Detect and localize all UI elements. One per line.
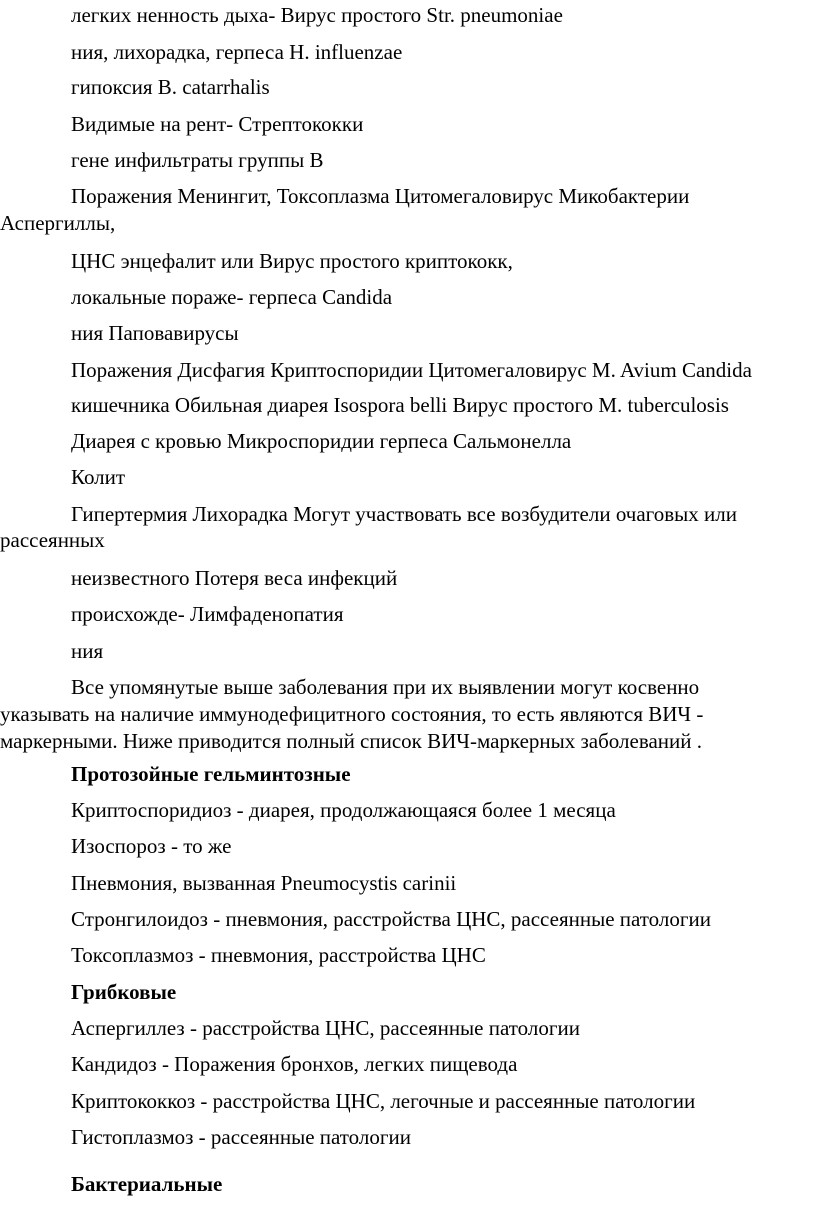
text-line: происхожде- Лимфаденопатия — [71, 602, 344, 626]
text-line: гипоксия B. catarrhalis — [71, 75, 270, 99]
text-line: рассеянных — [0, 528, 105, 552]
text-line: ЦНС энцефалит или Вирус простого криптококк, — [71, 249, 513, 273]
text-line: Диарея с кровью Микроспоридии герпеса Сальмонелла — [71, 429, 572, 453]
section-heading-fungal: Грибковые — [71, 980, 177, 1004]
text-line: легких ненность дыха- Вирус простого Str. pneumoniae — [71, 3, 563, 27]
text-line: Криптококкоз - расстройства ЦНС, легочные и рассеянные патологии — [71, 1089, 696, 1113]
text-line: Пневмония, вызванная Pneumocystis carinii — [71, 871, 457, 895]
text-line: Гипертермия Лихорадка Могут участвовать все возбудители очаговых или — [71, 502, 738, 526]
text-line: маркерными. Ниже приводится полный список ВИЧ-маркерных заболеваний . — [0, 729, 703, 753]
text-line: Стронгилоидоз - пневмония, расстройства ЦНС, рассеянные патологии — [71, 907, 711, 931]
section-heading-bacterial: Бактериальные — [71, 1172, 223, 1196]
text-line: Изоспороз - то же — [71, 834, 232, 858]
text-line: неизвестного Потеря веса инфекций — [71, 566, 398, 590]
text-line: Токсоплазмоз - пневмония, расстройства ЦНС — [71, 943, 486, 967]
text-line: гене инфильтраты группы В — [71, 148, 324, 172]
text-line: ния Паповавирусы — [71, 321, 239, 345]
section-heading-protozoal: Протозойные гельминтозные — [71, 762, 351, 786]
text-line: ния — [71, 639, 104, 663]
text-line: Все упомянутые выше заболевания при их выявлении могут косвенно — [71, 675, 700, 699]
text-line: указывать на наличие иммунодефицитного состояния, то есть являются ВИЧ - — [0, 702, 704, 726]
text-line: ния, лихорадка, герпеса H. influenzae — [71, 40, 403, 64]
text-line: локальные пораже- герпеса Candida — [71, 285, 393, 309]
text-line: Поражения Дисфагия Криптоспоридии Цитомегаловирус M. Avium Candida — [71, 358, 752, 382]
text-line: Видимые на рент- Стрептококки — [71, 112, 364, 136]
text-line: Поражения Менингит, Токсоплазма Цитомегаловирус Микобактерии — [71, 184, 690, 208]
text-line: Кандидоз - Поражения бронхов, легких пищевода — [71, 1052, 518, 1076]
text-line: Криптоспоридиоз - диарея, продолжающаяся более 1 месяца — [71, 798, 616, 822]
text-line: Гистоплазмоз - рассеянные патологии — [71, 1125, 411, 1149]
text-line: Аспергиллез - расстройства ЦНС, рассеянные патологии — [71, 1016, 580, 1040]
text-line: Колит — [71, 465, 126, 489]
text-line: Аспергиллы, — [0, 211, 116, 235]
text-line: кишечника Обильная диарея Isospora belli Вирус простого M. tuberculosis — [71, 393, 729, 417]
